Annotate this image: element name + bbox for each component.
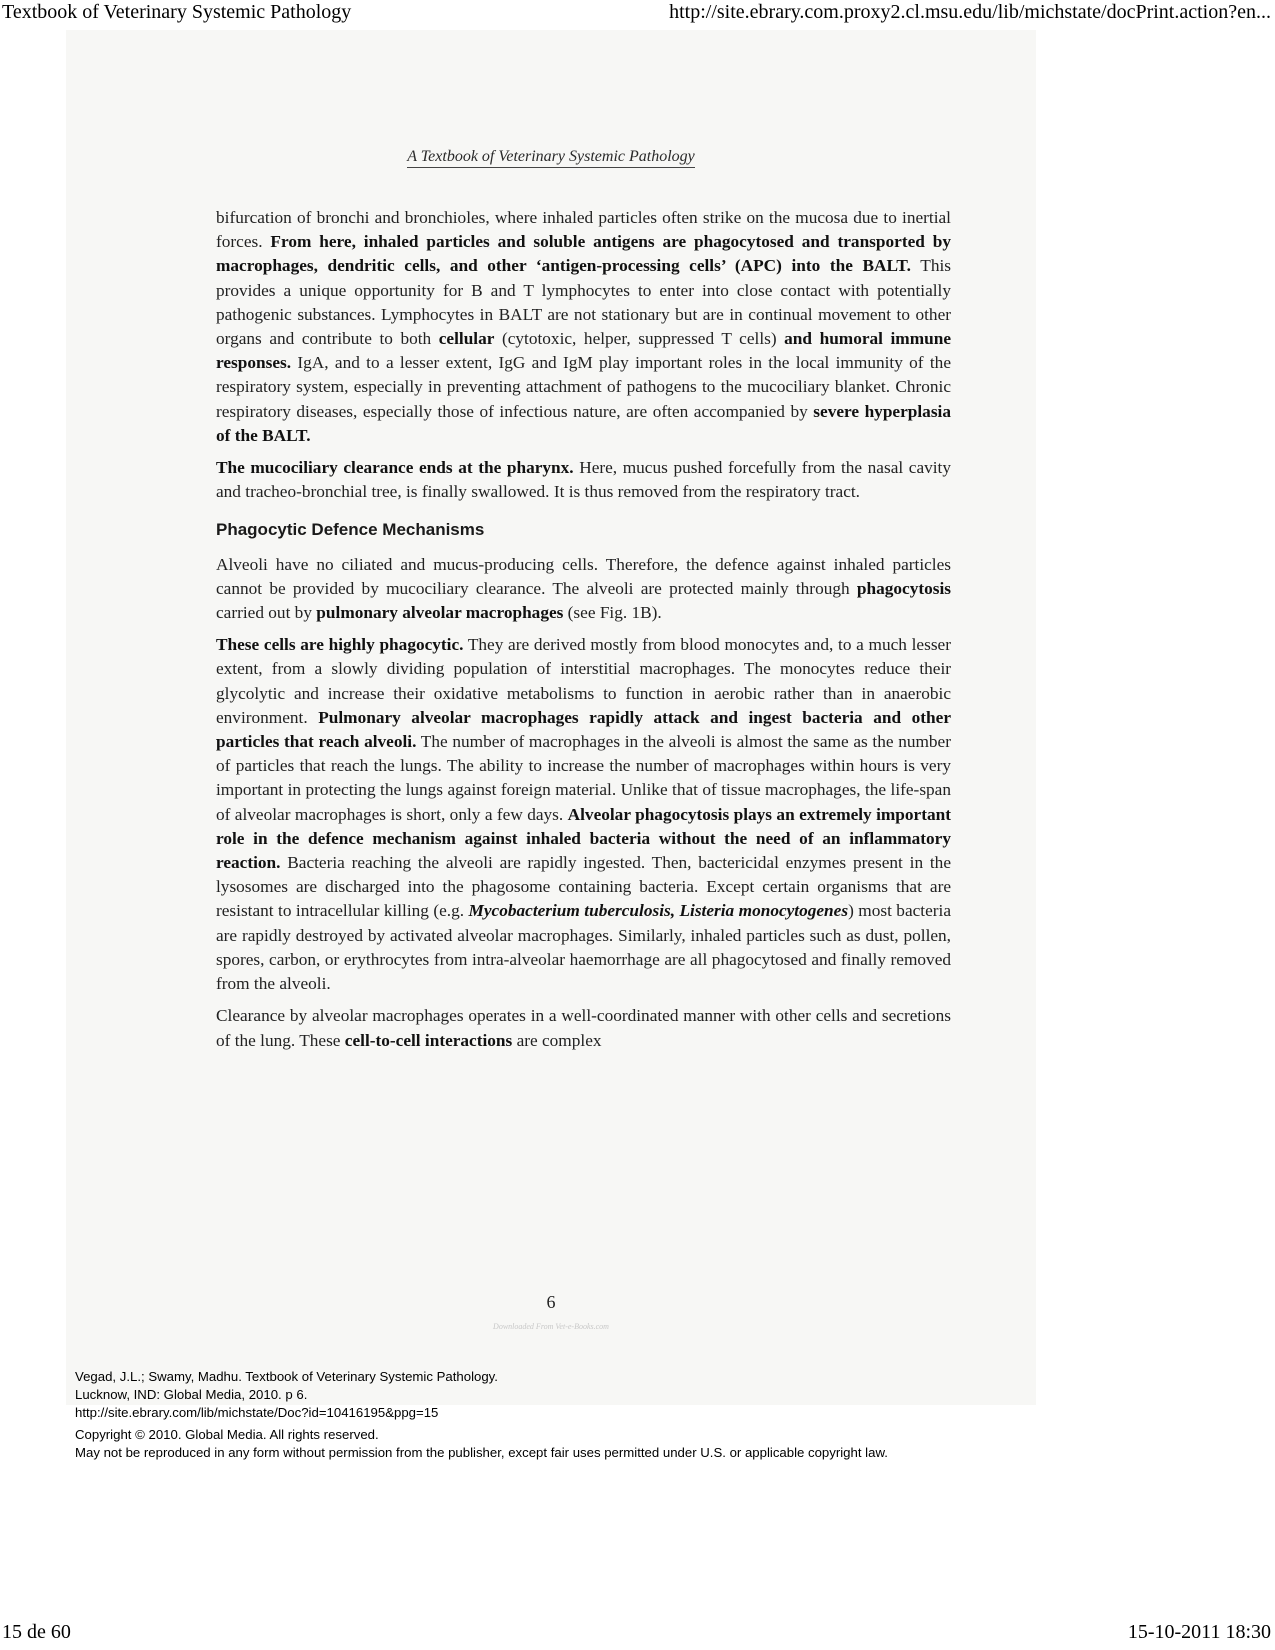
text-run: They are derived mostly from blood monocytes and, to a much lesser extent, from a slowly dividing population of interstitial macrophages. The monocytes reduce their glycolytic and increase their oxidative metabolisms to function in aerobic rather than in anaerobic environment. <box>216 635 951 727</box>
running-head <box>66 148 1036 166</box>
usage-notice: May not be reproduced in any form without permission from the publisher, except fair uses permitted under U.S. or applicable copyright law. <box>75 1445 888 1460</box>
emphasized-text: From here, inhaled particles and soluble antigens are phagocytosed and transported by macrophages, dendritic cells, and other ‘antigen-processing cells’ (APC) into the BALT. <box>216 232 951 276</box>
text-run: (see Fig. 1B). <box>563 603 662 623</box>
citation-publisher: Lucknow, IND: Global Media, 2010. p 6. <box>75 1387 308 1402</box>
text-run: Here, mucus pushed forcefully from the nasal cavity and tracheo-bronchial tree, is finally swallowed. It is thus removed from the respiratory tract. <box>216 458 951 502</box>
emphasized-text: Pulmonary alveolar macrophages rapidly attack and ingest bacteria and other particles that reach alveoli. <box>216 707 951 752</box>
print-footer <box>0 1620 1275 1650</box>
text-run: bifurcation of bronchi and bronchioles, where inhaled particles often strike on the mucosa due to inertial forces. <box>216 208 951 252</box>
scanned-page <box>66 30 1036 1405</box>
text-run: carried out by <box>216 603 317 623</box>
watermark: Downloaded From Vet-e-Books.com <box>493 1322 609 1331</box>
emphasized-text: and humoral immune responses. <box>216 329 951 373</box>
running-head-text: A Textbook of Veterinary Systemic Pathology <box>407 148 695 168</box>
emphasized-text: phagocytosis <box>856 578 951 598</box>
emphasized-text: Mycobacterium tuberculosis, Listeria monocytogenes <box>468 901 849 921</box>
citation-link[interactable]: http://site.ebrary.com/lib/michstate/Doc?id=10416195&ppg=15 <box>75 1405 439 1420</box>
emphasized-text: pulmonary alveolar macrophages <box>316 603 564 623</box>
paragraph <box>216 553 951 626</box>
copyright-line: Copyright © 2010. Global Media. All rights reserved. <box>75 1427 379 1442</box>
text-run: This provides a unique opportunity for B and T lymphocytes to enter into close contact with potentially pathogenic substances. Lymphocytes in BALT are not stationary but are in continual movement to other organs and contribute to both <box>216 256 951 349</box>
citation-authors-title: Vegad, J.L.; Swamy, Madhu. Textbook of Veterinary Systemic Pathology. <box>75 1369 498 1384</box>
text-run: IgA, and to a lesser extent, IgG and IgM play important roles in the local immunity of the respiratory system, especially in preventing attachment of pathogens to the mucociliary blanket. Chronic respiratory diseases, especially those of infectious nature, are often accompanied by <box>216 353 951 421</box>
citation-block <box>75 1368 888 1462</box>
paragraph <box>216 206 951 448</box>
emphasized-text: The mucociliary clearance ends at the pharynx. <box>216 458 574 478</box>
body-text <box>216 206 951 1061</box>
text-run: The number of macrophages in the alveoli is almost the same as the number of particles that reach the lungs. The ability to increase the number of macrophages within hours is very important in protecting the lungs against foreign material. Unlike that of tissue macrophages, the life-span of alveolar macrophages is short, only a few days. <box>216 732 951 824</box>
print-datetime: 15-10-2011 18:30 <box>1127 1621 1271 1643</box>
emphasized-text: cell-to-cell interactions <box>344 1030 513 1050</box>
document-url: http://site.ebrary.com.proxy2.cl.msu.edu/lib/michstate/docPrint.action?en... <box>669 1 1271 23</box>
text-run: are complex <box>512 1030 602 1050</box>
print-header <box>0 0 1275 28</box>
emphasized-text: severe hyperplasia of the BALT. <box>216 401 951 445</box>
emphasized-text: Alveolar phagocytosis plays an extremely important role in the defence mechanism against inhaled bacteria without the need of an inflammatory reaction. <box>216 804 951 873</box>
page-counter: 15 de 60 <box>2 1621 71 1643</box>
text-run: Clearance by alveolar macrophages operates in a well-coordinated manner with other cells and secretions of the lung. These <box>216 1006 951 1050</box>
text-run: (cytotoxic, helper, suppressed T cells) <box>494 329 785 349</box>
emphasized-text: cellular <box>438 329 495 349</box>
page-number: 6 <box>546 1292 556 1312</box>
paragraph <box>216 633 951 996</box>
paragraph <box>216 1004 951 1052</box>
text-run: Bacteria reaching the alveoli are rapidly ingested. Then, bactericidal enzymes present in the lysosomes are discharged into the phagosome containing bacteria. Except certain organisms that are resistant to intracellular killing (e.g. <box>216 853 951 921</box>
section-heading: Phagocytic Defence Mechanisms <box>216 520 485 540</box>
emphasized-text: These cells are highly phagocytic. <box>216 635 464 655</box>
text-run: Alveoli have no ciliated and mucus-producing cells. Therefore, the defence against inhaled particles cannot be provided by mucociliary clearance. The alveoli are protected mainly through <box>216 554 951 598</box>
document-title: Textbook of Veterinary Systemic Pathology <box>2 1 352 23</box>
paragraph <box>216 456 951 504</box>
text-run: ) most bacteria are rapidly destroyed by activated alveolar macrophages. Similarly, inhaled particles such as dust, pollen, spores, carbon, or erythrocytes from intra-alveolar haemorrhage are all phagocytosed and finally removed from the alveoli. <box>216 901 951 994</box>
